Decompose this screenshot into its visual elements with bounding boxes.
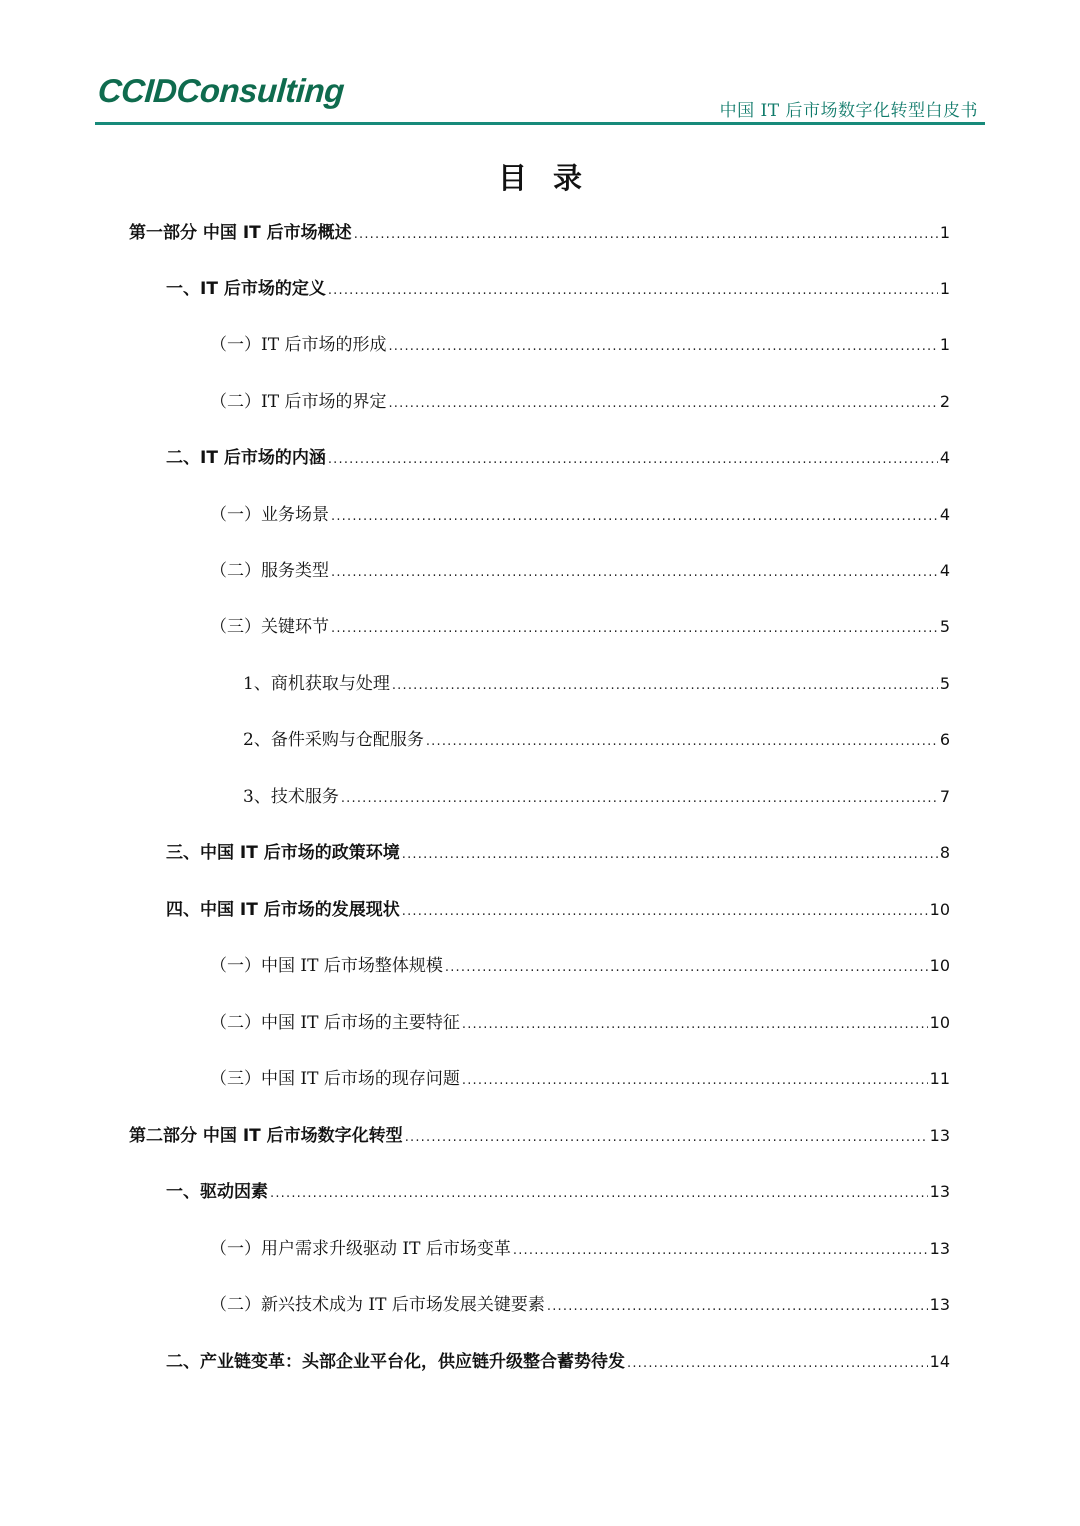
toc-heading: 目录 [497,161,608,195]
toc-entry-title: （一）IT 后市场的形成 [210,335,387,355]
toc-entry-title: （二）中国 IT 后市场的主要特征 [210,1013,460,1033]
toc-entry-1-2-3[interactable] [210,614,950,640]
toc-entry-part-1[interactable] [129,220,950,246]
dot-leader [331,504,938,530]
toc-entry-title: （一）业务场景 [210,505,329,525]
dot-leader [331,560,938,586]
toc-entry-title: （三）中国 IT 后市场的现存问题 [210,1069,460,1089]
toc-page-number: 13 [929,1126,950,1145]
toc-entry-title: （二）IT 后市场的界定 [210,392,387,412]
toc-page-number: 1 [939,223,950,242]
toc-page-number: 4 [939,448,950,467]
toc-entry-part-2[interactable] [129,1123,950,1149]
dot-leader [405,1125,928,1151]
toc-entry-title: 第二部分 中国 IT 后市场数字化转型 [129,1126,403,1146]
toc-entry-1-2-3-2[interactable] [243,727,950,753]
toc-page-number: 2 [939,392,950,411]
dot-leader [462,1068,928,1094]
toc-page-number: 13 [929,1182,950,1201]
dot-leader [341,786,938,812]
dot-leader [270,1181,928,1207]
toc-entry-title: （一）中国 IT 后市场整体规模 [210,956,443,976]
toc-entry-1-2-3-1[interactable] [243,671,950,697]
toc-page-number: 1 [939,279,950,298]
dot-leader [445,955,928,981]
ccid-consulting-logo: CCIDConsulting [96,72,346,109]
toc-entry-title: 三、中国 IT 后市场的政策环境 [166,843,400,863]
toc-entry-1-4[interactable] [166,897,950,923]
toc-page-number: 10 [929,956,950,975]
dot-leader [426,729,938,755]
toc-entry-1-3[interactable] [166,840,950,866]
dot-leader [328,447,938,473]
toc-entry-title: 四、中国 IT 后市场的发展现状 [166,900,400,920]
toc-entry-1-1-1[interactable] [210,332,950,358]
toc-entry-title: （二）新兴技术成为 IT 后市场发展关键要素 [210,1295,545,1315]
toc-entry-title: 1、商机获取与处理 [243,674,390,694]
dot-leader [388,391,937,417]
toc-entry-1-4-3[interactable] [210,1066,950,1092]
toc-entry-title: 二、IT 后市场的内涵 [166,448,326,468]
dot-leader [392,673,938,699]
toc-entry-title: （二）服务类型 [210,561,329,581]
dot-leader [513,1238,928,1264]
dot-leader [331,616,938,642]
toc-page-number: 1 [939,335,950,354]
toc-entry-1-2-1[interactable] [210,502,950,528]
toc-entry-2-1[interactable] [166,1179,950,1205]
toc-entry-1-4-2[interactable] [210,1010,950,1036]
toc-page-number: 4 [939,505,950,524]
dot-leader [402,842,938,868]
toc-entry-1-1-2[interactable] [210,389,950,415]
toc-entry-title: 2、备件采购与仓配服务 [243,730,424,750]
header-divider [95,122,985,125]
toc-page-number: 7 [939,787,950,806]
toc-entry-2-1-1[interactable] [210,1236,950,1262]
toc-page-number: 5 [939,617,950,636]
toc-page-number: 14 [929,1352,950,1371]
toc-entry-title: 二、产业链变革：头部企业平台化，供应链升级整合蓄势待发 [166,1352,625,1372]
toc-page-number: 5 [939,674,950,693]
document-title: 中国 IT 后市场数字化转型白皮书 [719,101,978,121]
dot-leader [402,899,928,925]
toc-entry-title: （三）关键环节 [210,617,329,637]
toc-page-number: 8 [939,843,950,862]
toc-entry-1-4-1[interactable] [210,953,950,979]
toc-entry-2-1-2[interactable] [210,1292,950,1318]
toc-entry-2-2[interactable] [166,1349,950,1375]
dot-leader [388,334,937,360]
toc-entry-1-2-2[interactable] [210,558,950,584]
toc-entry-title: 3、技术服务 [243,787,339,807]
toc-page-number: 13 [929,1239,950,1258]
toc-entry-title: 一、驱动因素 [166,1182,268,1202]
toc-entry-title: 第一部分 中国 IT 后市场概述 [129,223,352,243]
toc-entry-title: （一）用户需求升级驱动 IT 后市场变革 [210,1239,511,1259]
toc-page-number: 10 [929,1013,950,1032]
toc-entry-1-2[interactable] [166,445,950,471]
toc-entry-title: 一、IT 后市场的定义 [166,279,326,299]
toc-page-number: 11 [929,1069,950,1088]
toc-page-number: 13 [929,1295,950,1314]
dot-leader [462,1012,928,1038]
toc-entry-1-2-3-3[interactable] [243,784,950,810]
dot-leader [627,1351,928,1377]
toc-entry-1-1[interactable] [166,276,950,302]
toc-page-number: 6 [939,730,950,749]
toc-page-number: 4 [939,561,950,580]
toc-page-number: 10 [929,900,950,919]
dot-leader [354,222,938,248]
dot-leader [328,278,938,304]
dot-leader [547,1294,928,1320]
